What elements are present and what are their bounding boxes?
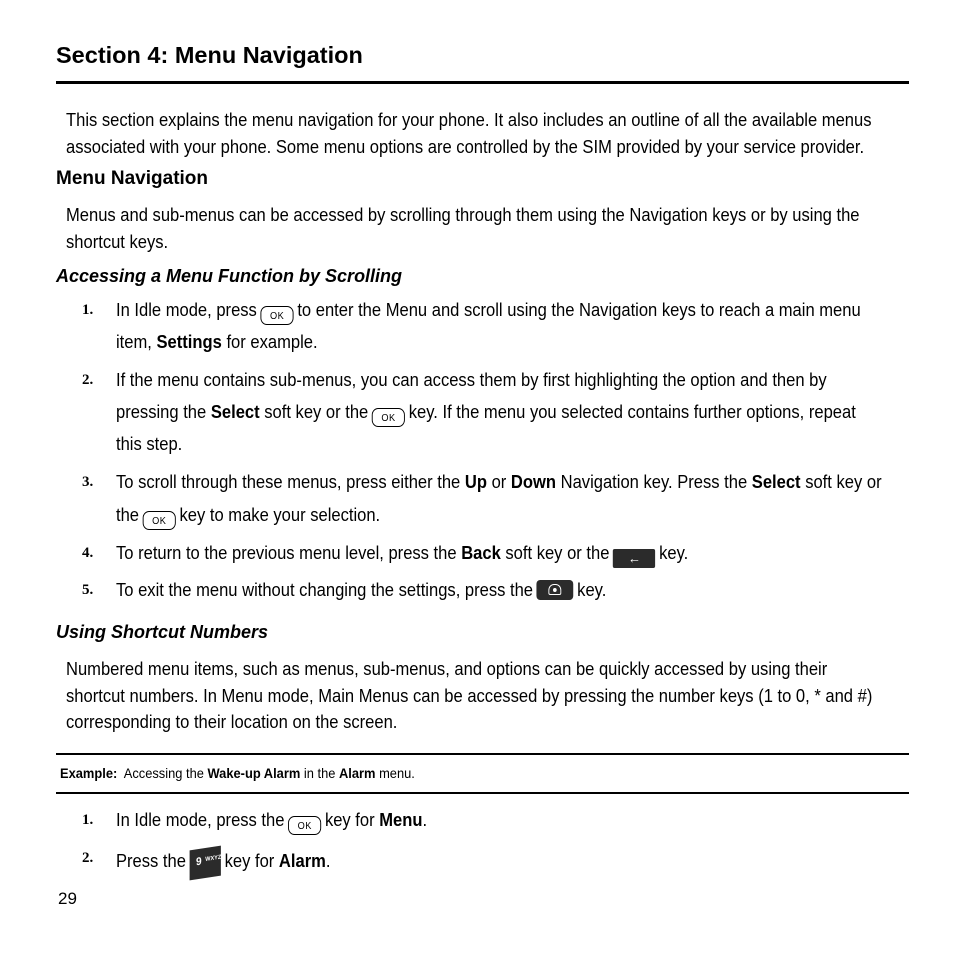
- shortcut-line: Numbered menu items, such as menus, sub-menus, and options can be quickly accessed by using their: [66, 659, 828, 679]
- step-number: 3.: [82, 474, 94, 490]
- intro-line: This section explains the menu navigation for your phone. It also includes an outline of all the available menus: [66, 110, 872, 130]
- ok-key-icon: OK: [143, 511, 176, 530]
- step-text: To exit the menu without changing the settings, press the key.: [116, 580, 607, 600]
- shortcut-paragraph: [66, 656, 872, 736]
- example-note: Example: Accessing the Wake-up Alarm in the Alarm menu.: [60, 765, 415, 781]
- step-text: If the menu contains sub-menus, you can access them by first highlighting the option and then by: [116, 370, 827, 390]
- title-divider: [56, 81, 909, 84]
- shortcut-heading: Using Shortcut Numbers: [56, 622, 269, 642]
- page-number: 29: [58, 889, 77, 908]
- ok-key-icon: OK: [372, 408, 405, 427]
- step-number: 1.: [82, 302, 94, 318]
- step-number: 5.: [82, 582, 94, 598]
- example-bottom-rule: [56, 792, 909, 794]
- step-text: To return to the previous menu level, press the Back soft key or the ← key.: [116, 543, 689, 566]
- step-text: item, Settings for example.: [116, 332, 318, 352]
- menu-navigation-heading: Menu Navigation: [56, 168, 209, 189]
- back-key-icon: ←: [613, 549, 655, 568]
- ok-key-icon: OK: [288, 816, 321, 835]
- page-title: Section 4: Menu Navigation: [56, 42, 363, 68]
- intro-paragraph: [66, 107, 871, 161]
- menu-nav-line: shortcut keys.: [66, 232, 169, 252]
- step-text: pressing the Select soft key or the OK key. If the menu you selected contains further options, repeat: [116, 402, 856, 427]
- shortcut-line: shortcut numbers. In Menu mode, Main Menus can be accessed by pressing the number keys (1 to 0, * and #): [66, 685, 873, 706]
- scrolling-heading: Accessing a Menu Function by Scrolling: [56, 266, 403, 286]
- end-key-icon: [537, 580, 574, 600]
- step-text: In Idle mode, press OK to enter the Menu and scroll using the Navigation keys to reach a main menu: [116, 300, 861, 325]
- step-text: this step.: [116, 434, 183, 454]
- step-text: the OK key to make your selection.: [116, 505, 380, 530]
- step-text: To scroll through these menus, press either the Up or Down Navigation key. Press the Select soft key or: [116, 472, 882, 492]
- ok-key-icon: OK: [261, 306, 294, 325]
- shortcut-line: corresponding to their location on the screen.: [66, 712, 398, 732]
- step-number: 1.: [82, 812, 94, 828]
- menu-navigation-paragraph: [66, 202, 860, 256]
- step-text: In Idle mode, press the OK key for Menu.: [116, 810, 427, 835]
- intro-line: associated with your phone. Some menu options are controlled by the SIM provided by your service provider.: [66, 137, 865, 157]
- example-top-rule: [56, 753, 909, 755]
- nine-key-icon: 9 WXYZ: [190, 846, 221, 881]
- step-number: 4.: [82, 545, 94, 561]
- step-text: Press the 9 WXYZ key for Alarm.: [116, 848, 330, 878]
- menu-nav-line: Menus and sub-menus can be accessed by scrolling through them using the Navigation keys or by using the: [66, 205, 860, 225]
- step-number: 2.: [82, 850, 94, 866]
- step-number: 2.: [82, 372, 94, 388]
